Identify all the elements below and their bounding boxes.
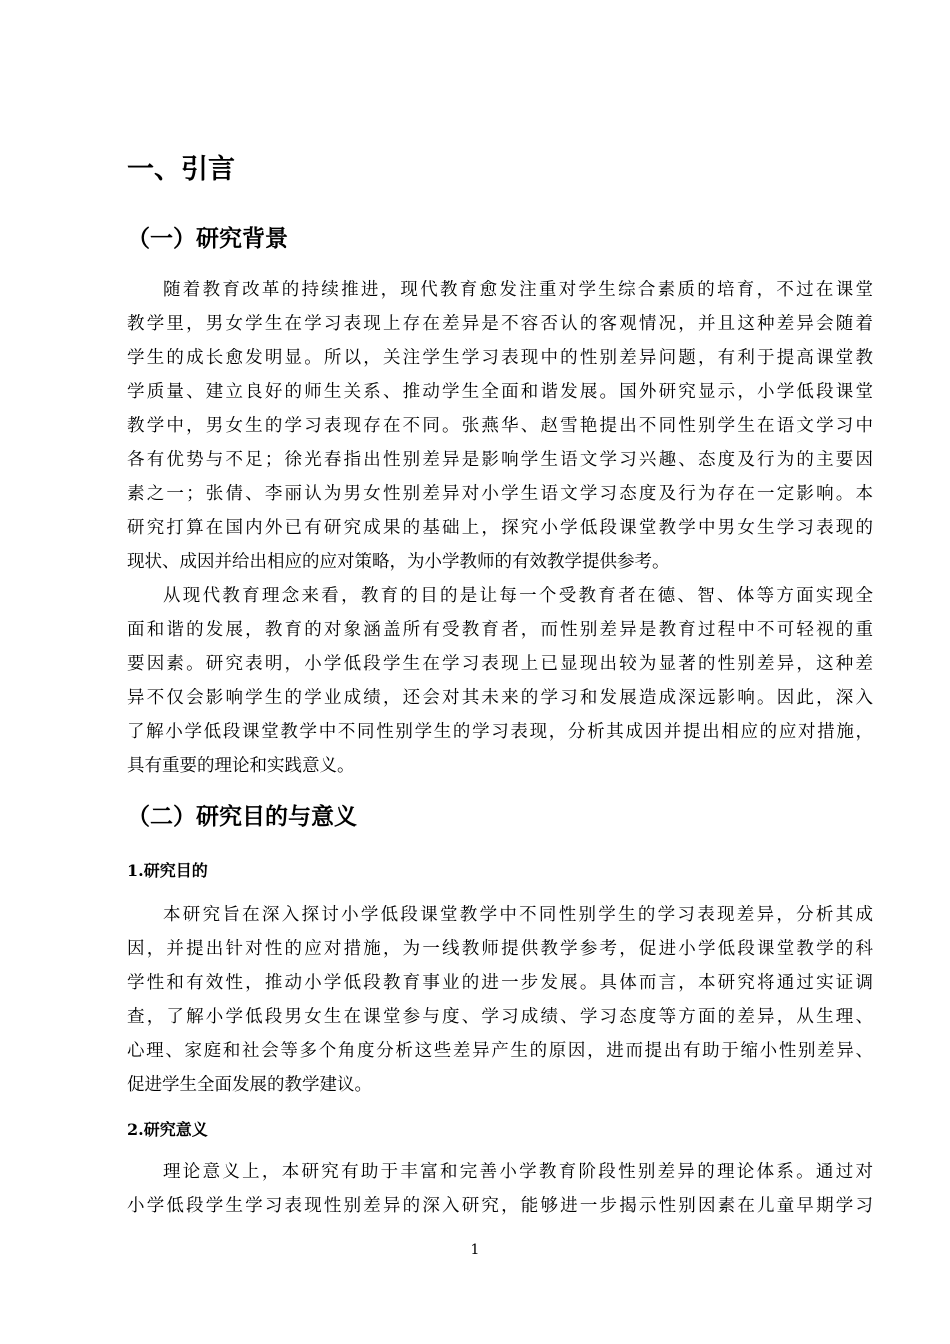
page-number: 1	[470, 1242, 480, 1258]
paragraph-line: 现状、成因并给出相应的应对策略，为小学教师的有效教学提供参考。	[127, 552, 670, 572]
paragraph-line: 教学里，男女学生在学习表现上存在差异是不容否认的客观情况，并且这种差异会随着	[127, 314, 873, 334]
paragraph-line: 从现代教育理念来看，教育的目的是让每一个受教育者在德、智、体等方面实现全	[163, 586, 873, 606]
paragraph-line: 小学低段学生学习表现性别差异的深入研究，能够进一步揭示性别因素在儿童早期学习	[127, 1196, 873, 1216]
paragraph-line: 因，并提出针对性的应对措施，为一线教师提供教学参考，促进小学低段课堂教学的科	[127, 939, 873, 959]
paragraph-line: 学生的成长愈发明显。所以，关注学生学习表现中的性别差异问题，有利于提高课堂教	[127, 348, 873, 368]
paragraph-line: 异不仅会影响学生的学业成绩，还会对其未来的学习和发展造成深远影响。因此，深入	[127, 688, 873, 708]
paragraph-line: 学质量、建立良好的师生关系、推动学生全面和谐发展。国外研究显示，小学低段课堂	[127, 382, 873, 402]
paragraph-line: 随着教育改革的持续推进，现代教育愈发注重对学生综合素质的培育，不过在课堂	[163, 280, 873, 300]
paragraph-line: 具有重要的理论和实践意义。	[127, 756, 355, 776]
paragraph-line: 了解小学低段课堂教学中不同性别学生的学习表现，分析其成因并提出相应的应对措施，	[127, 722, 873, 742]
paragraph-background-2	[127, 579, 873, 783]
paragraph-line: 查，了解小学低段男女生在课堂参与度、学习成绩、学习态度等方面的差异，从生理、	[127, 1007, 873, 1027]
paragraph-line: 各有优势与不足；徐光春指出性别差异是影响学生语文学习兴趣、态度及行为的主要因	[127, 450, 873, 470]
paragraph-line: 学性和有效性，推动小学低段教育事业的进一步发展。具体而言，本研究将通过实证调	[127, 973, 873, 993]
section-heading-purpose: （二）研究目的与意义	[127, 804, 357, 830]
chapter-heading: 一、引言	[127, 154, 235, 185]
subsection-heading-significance: 2.研究意义	[127, 1120, 208, 1139]
paragraph-line: 促进学生全面发展的教学建议。	[127, 1075, 372, 1095]
section-heading-background: （一）研究背景	[127, 226, 288, 252]
subsection-heading-purpose: 1.研究目的	[127, 861, 208, 880]
paragraph-significance	[127, 1155, 873, 1223]
paragraph-line: 要因素。研究表明，小学低段学生在学习表现上已显现出较为显著的性别差异，这种差	[127, 654, 873, 674]
paragraph-line: 面和谐的发展，教育的对象涵盖所有受教育者，而性别差异是教育过程中不可轻视的重	[127, 620, 873, 640]
paragraph-line: 心理、家庭和社会等多个角度分析这些差异产生的原因，进而提出有助于缩小性别差异、	[127, 1041, 873, 1061]
paragraph-line: 素之一；张倩、李丽认为男女性别差异对小学生语文学习态度及行为存在一定影响。本	[127, 484, 873, 504]
paragraph-purpose	[127, 898, 873, 1102]
paragraph-line: 教学中，男女生的学习表现存在不同。张燕华、赵雪艳提出不同性别学生在语文学习中	[127, 416, 873, 436]
paragraph-background-1	[127, 273, 873, 579]
paragraph-line: 本研究旨在深入探讨小学低段课堂教学中不同性别学生的学习表现差异，分析其成	[163, 905, 873, 925]
paragraph-line: 理论意义上，本研究有助于丰富和完善小学教育阶段性别差异的理论体系。通过对	[163, 1162, 873, 1182]
paragraph-line: 研究打算在国内外已有研究成果的基础上，探究小学低段课堂教学中男女生学习表现的	[127, 518, 873, 538]
